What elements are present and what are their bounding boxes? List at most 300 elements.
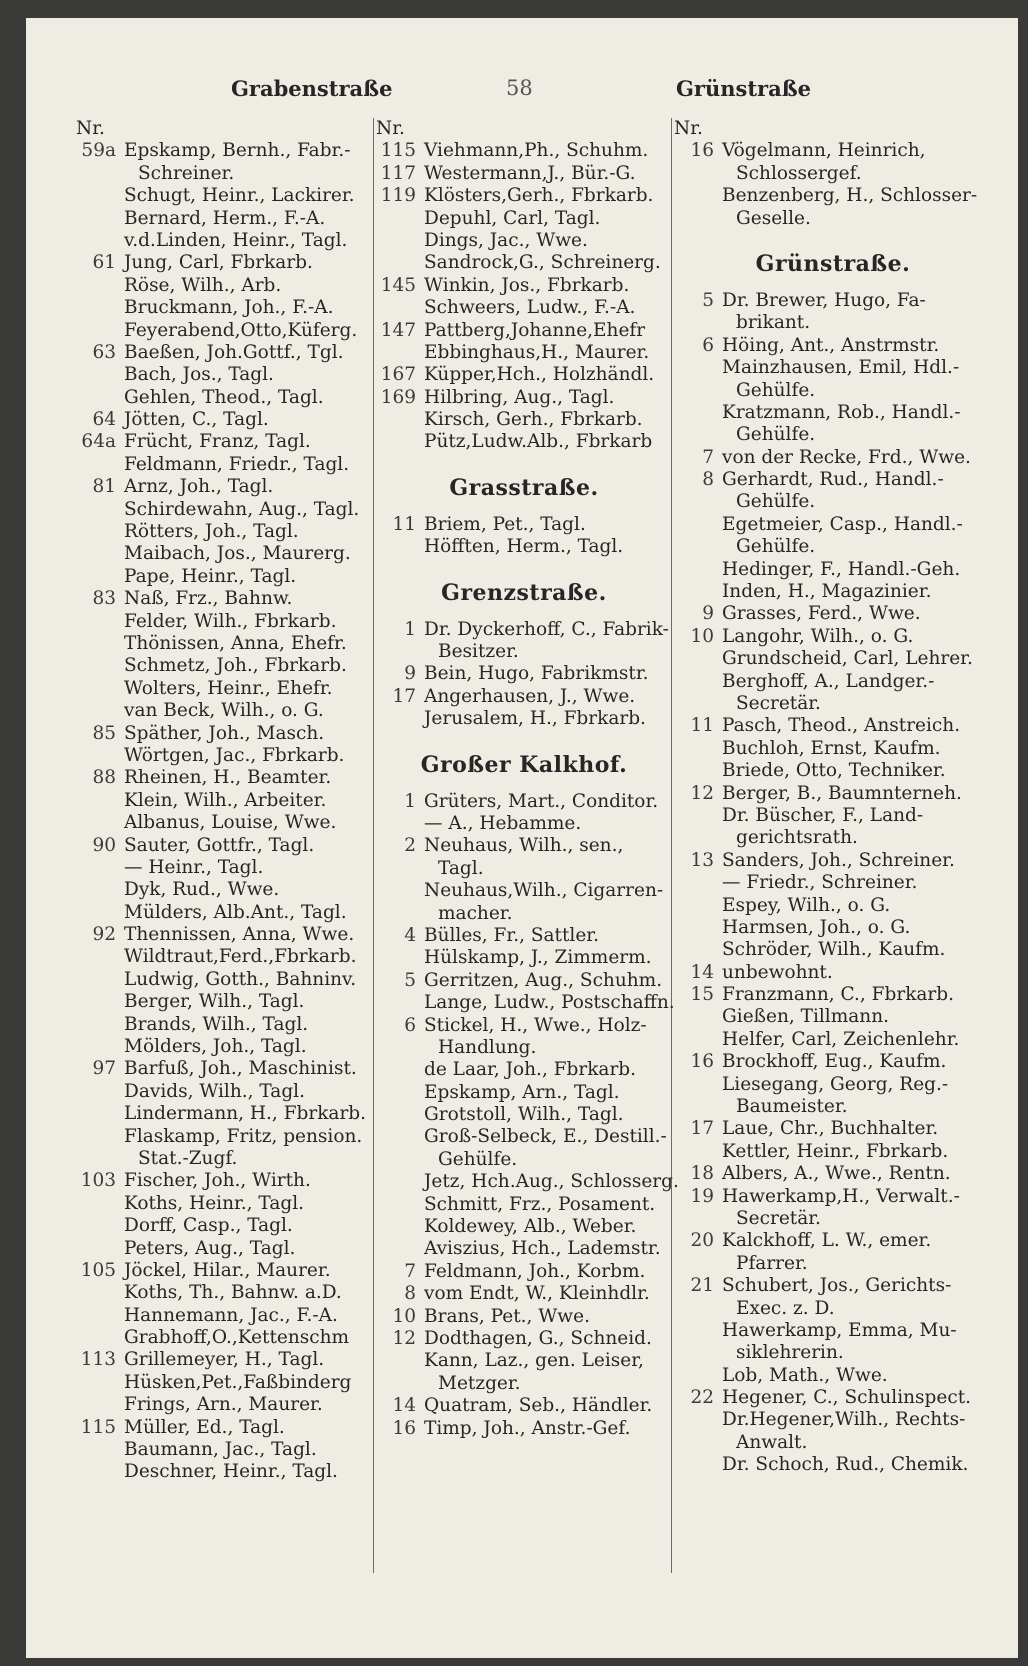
entry-text: Laue, Chr., Buchhalter. — [722, 1118, 939, 1140]
house-number: 5 — [702, 289, 714, 311]
street-heading: Grünstraße. — [755, 250, 911, 277]
directory-entry — [674, 850, 992, 872]
house-number: 17 — [392, 685, 416, 707]
entry-text: — A., Hebamme. — [424, 812, 582, 834]
entry-text: Winkin, Jos., Fbrkarb. — [424, 274, 630, 296]
directory-entry — [674, 1387, 992, 1409]
directory-entry — [674, 1141, 992, 1163]
directory-entry — [376, 1104, 672, 1126]
entry-text: Hüsken,Pet.,Faßbinderg — [124, 1371, 352, 1393]
directory-entry — [76, 1461, 376, 1483]
house-number: 7 — [702, 446, 714, 468]
entry-text: Briem, Pet., Tagl. — [424, 513, 586, 535]
house-number: 19 — [690, 1185, 714, 1207]
entry-text: Pütz,Ludw.Alb., Fbrkarb — [424, 431, 653, 453]
entry-text: Höing, Ant., Anstrmstr. — [722, 334, 940, 356]
house-number: 14 — [392, 1395, 416, 1417]
directory-entry — [76, 1036, 376, 1058]
entry-text: Gerhardt, Rud., Handl.- — [722, 469, 944, 491]
house-number: 115 — [80, 1416, 116, 1438]
entry-text: Arnz, Joh., Tagl. — [124, 476, 274, 498]
column-right — [674, 118, 992, 1477]
header-right-street: Grünstraße — [676, 76, 812, 101]
directory-entry — [76, 1260, 376, 1282]
directory-entry — [376, 641, 672, 663]
entry-text: Klösters,Gerh., Fbrkarb. — [424, 185, 654, 207]
directory-entry — [76, 879, 376, 901]
entry-text: Rheinen, H., Beamter. — [124, 767, 332, 789]
column-header — [674, 118, 992, 140]
entry-text: Timp, Joh., Anstr.-Gef. — [424, 1417, 631, 1439]
directory-entry — [674, 185, 992, 207]
house-number: 119 — [380, 185, 416, 207]
entry-text: Depuhl, Carl, Tagl. — [424, 207, 601, 229]
directory-entry — [376, 185, 672, 207]
directory-entry — [376, 947, 672, 969]
directory-entry — [674, 895, 992, 917]
directory-entry — [376, 1238, 672, 1260]
directory-entry — [674, 1454, 992, 1476]
street-heading: Grasstraße. — [449, 474, 599, 501]
entry-text: Kann, Laz., gen. Leiser, — [424, 1350, 644, 1372]
entry-text: Grillemeyer, H., Tagl. — [124, 1349, 325, 1371]
directory-entry — [376, 536, 672, 558]
house-number: 63 — [92, 341, 116, 363]
directory-entry — [674, 1409, 992, 1431]
entry-text: Aviszius, Hch., Lademstr. — [424, 1238, 661, 1260]
directory-entry — [376, 387, 672, 409]
entry-text: Espey, Wilh., o. G. — [722, 894, 891, 916]
entry-text: Schirdewahn, Aug., Tagl. — [124, 498, 360, 520]
directory-entry — [376, 708, 672, 730]
entry-text: Gerritzen, Aug., Schuhm. — [424, 969, 663, 991]
directory-entry — [376, 835, 672, 857]
directory-entry — [376, 925, 672, 947]
entry-text: Flaskamp, Fritz, pension. — [124, 1125, 363, 1147]
house-number: 6 — [702, 334, 714, 356]
entry-text: Grasses, Ferd., Wwe. — [722, 603, 921, 625]
entry-text: Albers, A., Wwe., Rentn. — [722, 1163, 951, 1185]
entry-text: Angerhausen, J., Wwe. — [424, 685, 636, 707]
entry-text: Rötters, Joh., Tagl. — [124, 521, 299, 543]
directory-entry — [674, 163, 992, 185]
directory-entry — [376, 252, 672, 274]
directory-entry — [674, 1074, 992, 1096]
directory-entry — [376, 992, 675, 1014]
directory-entry — [376, 903, 672, 925]
entry-text: Gehlen, Theod., Tagl. — [124, 386, 324, 408]
directory-entry — [674, 760, 992, 782]
house-number: 10 — [392, 1305, 416, 1327]
directory-entry — [674, 783, 992, 805]
house-number: 85 — [92, 722, 116, 744]
directory-entry — [376, 813, 672, 835]
directory-entry — [76, 1081, 376, 1103]
directory-entry — [76, 140, 376, 162]
entry-text: Dings, Jac., Wwe. — [424, 229, 588, 251]
directory-entry — [376, 1283, 672, 1305]
directory-entry — [674, 1163, 992, 1185]
directory-entry — [376, 514, 672, 536]
directory-entry — [674, 1432, 992, 1454]
directory-entry — [674, 984, 992, 1006]
entry-text: Dr. Brewer, Hugo, Fa- — [722, 289, 926, 311]
house-number: 6 — [404, 1014, 416, 1036]
directory-entry — [674, 1320, 992, 1342]
house-number: 5 — [404, 969, 416, 991]
entry-text: Felder, Wilh., Fbrkarb. — [124, 610, 337, 632]
directory-entry — [76, 1148, 376, 1170]
entry-text: Hegener, C., Schulinspect. — [722, 1387, 972, 1409]
page-header — [26, 76, 1018, 106]
directory-entry — [674, 1253, 992, 1275]
entry-text: Franzmann, C., Fbrkarb. — [722, 984, 954, 1006]
entry-text: Inden, H., Magazinier. — [722, 581, 932, 603]
entry-text: Kirsch, Gerh., Fbrkarb. — [424, 409, 643, 431]
entry-text: Besitzer. — [438, 641, 519, 663]
house-number: 17 — [690, 1118, 714, 1140]
directory-entry — [376, 1171, 679, 1193]
entry-text: Grüters, Mart., Conditor. — [424, 790, 659, 812]
directory-entry — [674, 1298, 992, 1320]
entry-text: Bach, Jos., Tagl. — [124, 364, 274, 386]
entry-text: Kalckhoff, L. W., emer. — [722, 1230, 932, 1252]
directory-entry — [674, 335, 992, 357]
directory-entry — [76, 387, 376, 409]
entry-text: Wildtraut,Ferd.,Fbrkarb. — [124, 946, 357, 968]
entry-text: gerichtsrath. — [736, 827, 858, 849]
entry-text: Hannemann, Jac., F.-A. — [124, 1304, 338, 1326]
directory-entry — [76, 1439, 376, 1461]
entry-text: Maibach, Jos., Maurerg. — [124, 543, 351, 565]
directory-entry — [76, 320, 376, 342]
entry-text: Wörtgen, Jac., Fbrkarb. — [124, 744, 345, 766]
entry-text: — Heinr., Tagl. — [124, 856, 264, 878]
directory-entry — [674, 1230, 992, 1252]
entry-text: Stickel, H., Wwe., Holz- — [424, 1014, 647, 1036]
directory-entry — [674, 402, 992, 424]
directory-entry — [76, 409, 376, 431]
entry-text: Hawerkamp,H., Verwalt.- — [722, 1185, 960, 1207]
entry-text: Dr. Büscher, F., Land- — [722, 804, 924, 826]
entry-text: Schröder, Wilh., Kaufm. — [722, 939, 946, 961]
directory-entry — [376, 1216, 672, 1238]
directory-entry — [376, 1037, 672, 1059]
entry-text: Feldmann, Friedr., Tagl. — [124, 453, 350, 475]
entry-text: van Beck, Wilh., o. G. — [124, 700, 324, 722]
directory-entry — [76, 1014, 376, 1036]
directory-entry — [76, 1305, 376, 1327]
directory-entry — [76, 588, 376, 610]
house-number: 113 — [80, 1349, 116, 1371]
entry-text: Gehülfe. — [736, 424, 816, 446]
entry-text: Sanders, Joh., Schreiner. — [722, 849, 955, 871]
directory-entry — [76, 655, 376, 677]
entry-text: Deschner, Heinr., Tagl. — [124, 1461, 338, 1483]
entry-text: Stat.-Zugf. — [138, 1147, 238, 1169]
entry-text: Epskamp, Bernh., Fabr.- — [124, 140, 351, 162]
directory-entry — [674, 514, 992, 536]
entry-text: Kettler, Heinr., Fbrkarb. — [722, 1140, 949, 1162]
entry-text: Sauter, Gottfr., Tagl. — [124, 834, 315, 856]
directory-entry — [376, 1328, 672, 1350]
directory-entry — [674, 447, 992, 469]
entry-text: Jung, Carl, Fbrkarb. — [124, 252, 313, 274]
entry-text: Schlossergef. — [736, 162, 862, 184]
house-number: 115 — [380, 140, 416, 162]
directory-entry — [674, 380, 992, 402]
entry-text: Ebbinghaus,H., Maurer. — [424, 341, 650, 363]
entry-text: Lob, Math., Wwe. — [722, 1364, 888, 1386]
entry-text: Helfer, Carl, Zeichenlehr. — [722, 1028, 960, 1050]
column-left — [76, 118, 376, 1484]
house-number: 92 — [92, 924, 116, 946]
directory-entry — [76, 1394, 376, 1416]
street-heading: Grenzstraße. — [441, 579, 607, 606]
entry-text: Anwalt. — [736, 1431, 808, 1453]
house-number: 105 — [80, 1259, 116, 1281]
directory-entry — [76, 633, 376, 655]
directory-entry — [674, 1342, 992, 1364]
entry-text: vom Endt, W., Kleinhdlr. — [424, 1283, 650, 1305]
directory-entry — [76, 812, 376, 834]
directory-entry — [76, 611, 376, 633]
entry-text: — Friedr., Schreiner. — [722, 872, 918, 894]
entry-text: Berghoff, A., Landger.- — [722, 670, 935, 692]
entry-text: Ludwig, Gotth., Bahninv. — [124, 968, 357, 990]
directory-entry — [76, 1058, 376, 1080]
directory-entry — [674, 357, 992, 379]
directory-entry — [674, 738, 992, 760]
directory-entry — [376, 140, 672, 162]
entry-text: Buchloh, Ernst, Kaufm. — [722, 737, 941, 759]
directory-entry — [376, 619, 672, 641]
entry-text: siklehrerin. — [736, 1342, 844, 1364]
entry-text: Tagl. — [438, 857, 484, 879]
house-number: 10 — [690, 625, 714, 647]
entry-text: Gehülfe. — [736, 379, 816, 401]
entry-text: Pasch, Theod., Anstreich. — [722, 715, 961, 737]
directory-entry — [76, 924, 376, 946]
directory-entry — [376, 409, 672, 431]
entry-text: Dorff, Casp., Tagl. — [124, 1215, 293, 1237]
house-number: 16 — [690, 1051, 714, 1073]
entry-text: Baumeister. — [736, 1096, 848, 1118]
directory-entry — [76, 1349, 376, 1371]
entry-text: Exec. z. D. — [736, 1297, 835, 1319]
entry-text: Neuhaus,Wilh., Cigarren- — [424, 880, 664, 902]
house-number: 8 — [702, 469, 714, 491]
directory-entry — [76, 991, 376, 1013]
directory-entry — [674, 671, 992, 693]
directory-entry — [76, 297, 376, 319]
entry-text: Vögelmann, Heinrich, — [722, 140, 926, 162]
directory-entry — [674, 962, 992, 984]
directory-entry — [76, 1282, 376, 1304]
column-middle — [376, 118, 679, 1440]
directory-entry — [76, 364, 376, 386]
house-number: 18 — [690, 1163, 714, 1185]
house-number: 4 — [404, 924, 416, 946]
entry-text: Langohr, Wilh., o. G. — [722, 625, 914, 647]
number-label: Nr. — [376, 118, 405, 139]
directory-entry — [674, 603, 992, 625]
directory-entry — [76, 723, 376, 745]
entry-text: Feldmann, Joh., Korbm. — [424, 1260, 646, 1282]
directory-entry — [376, 208, 672, 230]
directory-entry — [376, 1015, 672, 1037]
house-number: 83 — [92, 588, 116, 610]
entry-text: Koths, Heinr., Tagl. — [124, 1192, 305, 1214]
directory-entry — [376, 1395, 672, 1417]
entry-text: Naß, Frz., Bahnw. — [124, 588, 293, 610]
entry-text: Schweers, Ludw., F.-A. — [424, 297, 636, 319]
directory-entry — [376, 858, 672, 880]
entry-text: Gehülfe. — [736, 536, 816, 558]
directory-entry — [76, 230, 376, 252]
entry-text: Bernard, Herm., F.-A. — [124, 207, 326, 229]
entry-text: Klein, Wilh., Arbeiter. — [124, 789, 327, 811]
entry-text: Dyk, Rud., Wwe. — [124, 879, 280, 901]
house-number: 9 — [404, 663, 416, 685]
entry-text: Mainzhausen, Emil, Hdl.- — [722, 357, 960, 379]
entry-text: Grabhoff,O.,Kettenschm — [124, 1327, 350, 1349]
house-number: 7 — [404, 1260, 416, 1282]
entry-text: Dodthagen, G., Schneid. — [424, 1327, 652, 1349]
entry-text: Höfften, Herm., Tagl. — [424, 536, 624, 558]
directory-entry — [76, 566, 376, 588]
entry-text: Secretär. — [736, 692, 821, 714]
entry-text: macher. — [438, 902, 513, 924]
directory-entry — [76, 857, 376, 879]
column-header — [76, 118, 376, 140]
entry-text: Jöckel, Hilar., Maurer. — [124, 1259, 331, 1281]
directory-entry — [76, 745, 376, 767]
number-label: Nr. — [674, 118, 703, 139]
column-header — [376, 118, 672, 140]
directory-entry — [76, 678, 376, 700]
entry-text: Berger, Wilh., Tagl. — [124, 991, 305, 1013]
entry-text: de Laar, Joh., Fbrkarb. — [424, 1059, 637, 1081]
directory-entry — [76, 163, 376, 185]
house-number: 1 — [404, 618, 416, 640]
directory-entry — [674, 693, 992, 715]
house-number: 81 — [92, 476, 116, 498]
house-number: 103 — [80, 1170, 116, 1192]
entry-text: Handlung. — [438, 1036, 537, 1058]
house-number: 15 — [690, 984, 714, 1006]
entry-text: Harmsen, Joh., o. G. — [722, 916, 911, 938]
directory-entry — [76, 1103, 376, 1125]
directory-entry — [674, 469, 992, 491]
entry-text: Davids, Wilh., Tagl. — [124, 1080, 305, 1102]
page-number: 58 — [506, 76, 533, 100]
directory-entry — [376, 686, 672, 708]
entry-text: Hülskamp, J., Zimmerm. — [424, 947, 652, 969]
entry-text: unbewohnt. — [722, 961, 833, 983]
house-number: 169 — [380, 386, 416, 408]
directory-entry — [674, 917, 992, 939]
entry-text: Wolters, Heinr., Ehefr. — [124, 677, 333, 699]
entry-text: Geselle. — [736, 207, 811, 229]
entry-text: Koths, Th., Bahnw. a.D. — [124, 1282, 342, 1304]
directory-entry — [376, 1261, 672, 1283]
directory-entry — [674, 208, 992, 230]
directory-entry — [76, 185, 376, 207]
entry-text: Barfuß, Joh., Maschinist. — [124, 1058, 357, 1080]
directory-entry — [76, 1372, 376, 1394]
entry-text: Frücht, Franz, Tagl. — [124, 431, 311, 453]
entry-text: Hedinger, F., Handl.-Geh. — [722, 558, 961, 580]
entry-text: Frings, Arn., Maurer. — [124, 1394, 323, 1416]
entry-text: Groß-Selbeck, E., Destill.- — [424, 1126, 667, 1148]
entry-text: Briede, Otto, Techniker. — [722, 760, 946, 782]
directory-entry — [376, 1194, 672, 1216]
house-number: 145 — [380, 274, 416, 296]
house-number: 8 — [404, 1283, 416, 1305]
directory-entry — [376, 880, 672, 902]
entry-text: Peters, Aug., Tagl. — [124, 1237, 296, 1259]
entry-text: Epskamp, Arn., Tagl. — [424, 1081, 620, 1103]
house-number: 16 — [690, 140, 714, 162]
directory-entry — [674, 872, 992, 894]
directory-entry — [76, 476, 376, 498]
entry-text: Koldewey, Alb., Weber. — [424, 1216, 637, 1238]
house-number: 59a — [81, 140, 116, 162]
entry-text: Schubert, Jos., Gerichts- — [722, 1275, 952, 1297]
entry-text: Schreiner. — [138, 162, 235, 184]
directory-entry — [376, 1149, 672, 1171]
entry-text: Liesegang, Georg, Reg.- — [722, 1073, 949, 1095]
entry-text: Secretär. — [736, 1207, 821, 1229]
entry-text: Berger, B., Baumnterneh. — [722, 782, 962, 804]
entry-text: Küpper,Hch., Holzhändl. — [424, 364, 655, 386]
entry-text: Thennissen, Anna, Wwe. — [124, 924, 355, 946]
entry-text: Schmitt, Frz., Posament. — [424, 1193, 656, 1215]
entry-text: Feyerabend,Otto,Küferg. — [124, 319, 358, 341]
house-number: 97 — [92, 1058, 116, 1080]
house-number: 16 — [392, 1417, 416, 1439]
entry-text: brikant. — [736, 312, 811, 334]
directory-entry — [674, 827, 992, 849]
directory-entry — [674, 581, 992, 603]
entry-text: Metzger. — [438, 1372, 521, 1394]
directory-entry — [674, 939, 992, 961]
directory-entry — [76, 499, 376, 521]
entry-text: Schmetz, Joh., Fbrkarb. — [124, 655, 347, 677]
entry-text: Dr. Dyckerhoff, C., Fabrik- — [424, 618, 669, 640]
entry-text: Albanus, Louise, Wwe. — [124, 812, 337, 834]
house-number: 64a — [81, 431, 116, 453]
house-number: 11 — [392, 513, 416, 535]
directory-entry — [674, 424, 992, 446]
entry-text: von der Recke, Frd., Wwe. — [722, 446, 971, 468]
directory-entry — [376, 1082, 672, 1104]
house-number: 88 — [92, 767, 116, 789]
directory-entry — [376, 431, 672, 453]
directory-entry — [76, 700, 376, 722]
entry-text: Mölders, Joh., Tagl. — [124, 1036, 307, 1058]
directory-entry — [674, 715, 992, 737]
entry-text: Fischer, Joh., Wirth. — [124, 1170, 311, 1192]
entry-text: Brands, Wilh., Tagl. — [124, 1013, 309, 1035]
entry-text: Sandrock,G., Schreinerg. — [424, 252, 661, 274]
entry-text: Neuhaus, Wilh., sen., — [424, 835, 624, 857]
house-number: 12 — [690, 782, 714, 804]
street-heading: Großer Kalkhof. — [420, 751, 628, 778]
directory-entry — [76, 1417, 376, 1439]
directory-entry — [76, 1126, 376, 1148]
